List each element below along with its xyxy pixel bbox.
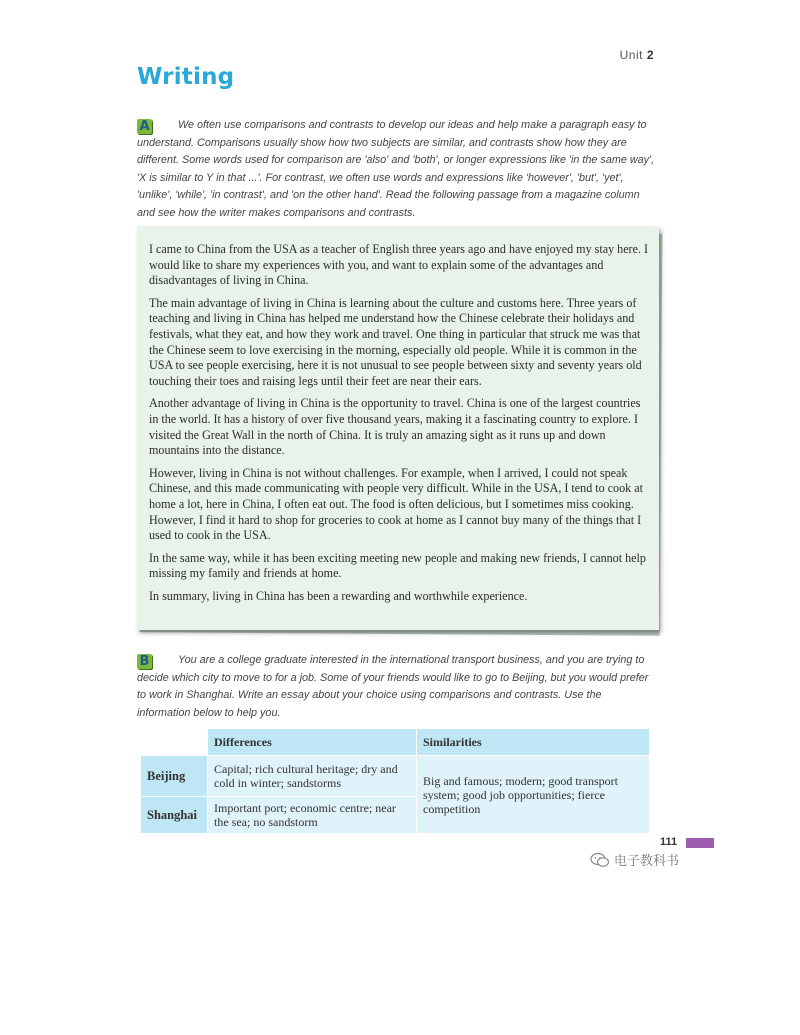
- passage-paragraph: In summary, living in China has been a rewarding and worthwhile experience.: [149, 588, 528, 603]
- section-a-instruction-text: We often use comparisons and contrasts to develop our ideas and help make a paragraph easy to understand. Comparisons usually show how two subjects are similar, and contrasts show how they are different. Some words used for comparison are 'also' and 'both', or longer expressions like 'in the same way', 'X is similar to Y in that ...'. For contrast, we often use words and expressions like 'however', 'but', 'yet', 'unlike', 'while', 'in contrast', and 'on the other hand'. Read the following passage from a magazine column and see how the writer makes comparisons and contrasts.: [137, 119, 655, 219]
- city-shanghai: Shanghai: [141, 797, 208, 834]
- passage-paragraph: However, living in China is not without challenges. For example, when I arrived, I could not speak Chinese, and this made communicating with people very difficult. While in the USA, I tend to cook at home a lot, here in China, I often eat out. The food is often delicious, but I sometimes miss cooking. However, I find it hard to shop for groceries to cook at home as I cannot buy many of the things that I used to cook in the USA.: [149, 465, 643, 543]
- section-b-badge: B: [137, 654, 152, 669]
- watermark-text: 电子教科书: [614, 854, 680, 869]
- shanghai-differences: Important port; economic centre; near the sea; no sandstorm: [208, 797, 417, 834]
- city-comparison-table: [140, 728, 650, 834]
- section-a-badge: A: [137, 119, 152, 134]
- passage-paragraph: In the same way, while it has been exciting meeting new people and making new friends, I cannot help missing my family and friends at home.: [149, 550, 646, 581]
- beijing-differences: Capital; rich cultural heritage; dry and cold in winter; sandstorms: [208, 756, 417, 797]
- wechat-icon: [590, 852, 610, 868]
- table-header-row: [141, 729, 650, 756]
- section-a-instruction: [137, 117, 657, 222]
- city-beijing: Beijing: [141, 756, 208, 797]
- passage-paragraph: I came to China from the USA as a teacher of English three years ago and have enjoyed my stay here. I would like to share my experiences with you, and want to explain some of the advantages and disadvantages of living in China.: [149, 242, 649, 288]
- shared-similarities: Big and famous; modern; good transport system; good job opportunities; fierce competition: [417, 756, 650, 834]
- page-number: 111: [660, 836, 678, 848]
- differences-header: Differences: [208, 729, 417, 756]
- unit-number: 2: [646, 48, 654, 62]
- page-title: Writing: [137, 64, 235, 90]
- section-b-instruction-text: You are a college graduate interested in the international transport business, and you are trying to decide which city to move to for a job. Some of your friends would like to go to Beijing, but you would prefer to work in Shanghai. Write an essay about your choice using comparisons and contrasts. Use the information below to help you.: [137, 654, 649, 719]
- similarities-header: Similarities: [417, 729, 650, 756]
- section-b-instruction: [137, 652, 657, 722]
- unit-label: Unit 2: [619, 48, 654, 62]
- table-corner: [141, 729, 208, 756]
- page-number-bar: [686, 838, 714, 848]
- passage-paragraph: The main advantage of living in China is learning about the culture and customs here. Three years of teaching and living in China has helped me understand how the Chinese celebrate their holidays and festivals, what they eat, and how they work and travel. One thing in particular that struck me was that the Chinese seem to love exercising in the morning, especially old people. While it is common in the USA to see people exercising, here it is not unusual to see people between sixty and seventy years old touching their toes and raising legs until their feet are near their ears.: [149, 295, 642, 388]
- watermark: [590, 850, 679, 869]
- table-row: [141, 756, 650, 797]
- passage-paragraph: Another advantage of living in China is the opportunity to travel. China is one of the largest countries in the world. It has a history of over five thousand years, making it a fascinating country to explore. I visited the Great Wall in the north of China. It is truly an amazing sight as it runs up and down mountains into the distance.: [149, 396, 641, 458]
- magazine-passage: [137, 226, 659, 630]
